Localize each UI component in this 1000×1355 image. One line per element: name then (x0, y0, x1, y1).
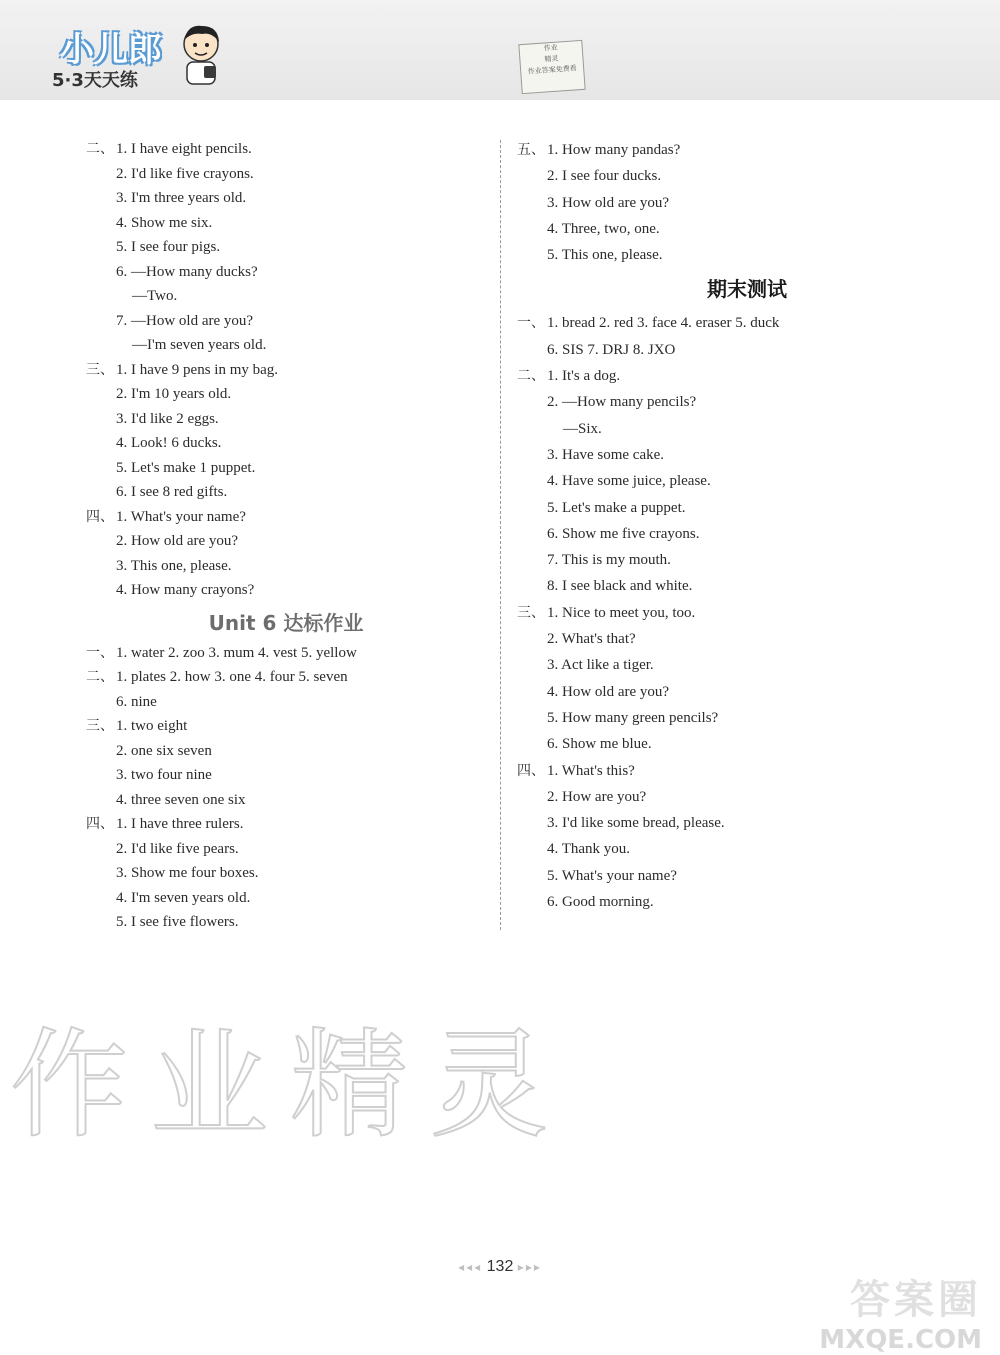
answer-text: 4. How many crayons? (116, 582, 255, 598)
answer-text: 6. —How many ducks? (116, 263, 258, 280)
answer-line (86, 529, 486, 554)
answer-line (517, 389, 977, 415)
answer-line (86, 260, 486, 285)
answer-text: 6. I see 8 red gifts. (116, 484, 228, 500)
question-number: 四、 (517, 762, 545, 779)
question-number: 二、 (86, 669, 114, 685)
answer-line (517, 521, 977, 547)
answer-line (517, 442, 977, 468)
answer-text: 1. two eight (116, 718, 188, 734)
answer-text: 8. I see black and white. (547, 578, 693, 595)
answer-text: 2. How are you? (547, 788, 647, 805)
question-number: 一、 (86, 644, 114, 661)
answer-text: —Two. (132, 288, 178, 304)
answer-line (517, 705, 977, 731)
answer-line (517, 600, 977, 626)
brand-subtitle: 5·3天天练 (52, 70, 138, 91)
answer-line (86, 235, 486, 260)
answer-text: 3. How old are you? (547, 194, 670, 211)
answer-line (517, 363, 977, 389)
answer-line (517, 137, 977, 163)
answer-text: 4. How old are you? (547, 683, 670, 700)
answer-line (86, 431, 486, 456)
answer-line (517, 310, 977, 336)
answer-line (517, 468, 977, 494)
answer-line (517, 626, 977, 652)
answer-line (86, 812, 486, 837)
stamp-line: 作业答案免费看 (527, 64, 577, 76)
answer-text: 1. water 2. zoo 3. mum 4. vest 5. yellow (116, 644, 357, 661)
answer-text: 6. SIS 7. DRJ 8. JXO (547, 341, 676, 358)
answer-text: 7. This is my mouth. (547, 552, 671, 569)
answer-line (517, 163, 977, 189)
answer-line (86, 505, 486, 530)
answer-line (517, 495, 977, 521)
answer-text: 2. What's that? (547, 631, 636, 648)
corner-logo: 答案圈 (850, 1277, 982, 1323)
answer-line (517, 784, 977, 810)
answer-line (86, 714, 486, 739)
answer-line (86, 480, 486, 505)
answer-text: 7. —How old are you? (116, 312, 254, 329)
answer-text: 1. How many pandas? (547, 142, 681, 158)
answer-line (517, 679, 977, 705)
answer-text: 2. I'd like five crayons. (116, 165, 254, 182)
answer-text: 3. This one, please. (116, 557, 232, 574)
mascot-boy-icon (178, 20, 224, 86)
answer-line (86, 358, 486, 383)
page-number: 132 (486, 1258, 514, 1275)
answer-text: 1. I have eight pencils. (116, 141, 252, 157)
answer-line (86, 456, 486, 481)
answer-text: 4. Have some juice, please. (547, 473, 711, 490)
answer-line (86, 407, 486, 432)
answer-text: 5. This one, please. (547, 247, 663, 264)
answer-text: 5. Let's make a puppet. (547, 499, 686, 516)
answer-line (517, 836, 977, 862)
answer-text: 4. Show me six. (116, 214, 213, 231)
stamp-card (518, 40, 585, 94)
answer-line (86, 211, 486, 236)
answer-text: 4. I'm seven years old. (116, 889, 251, 906)
brand-logo: 小儿郎 (60, 30, 162, 70)
answer-text: 5. What's your name? (547, 867, 677, 884)
answer-line (86, 284, 486, 309)
answer-text: 4. Look! 6 ducks. (116, 435, 222, 451)
answer-text: 1. I have 9 pens in my bag. (116, 361, 279, 378)
answer-line (86, 910, 486, 935)
answer-line (86, 861, 486, 886)
answer-line (517, 190, 977, 216)
answer-text: 1. bread 2. red 3. face 4. eraser 5. duck (547, 315, 780, 332)
answer-line (517, 216, 977, 242)
answer-text: —I'm seven years old. (132, 337, 267, 353)
answer-text: 1. plates 2. how 3. one 4. four 5. seven (116, 669, 348, 685)
prev-page-arrows-icon: ◂◂◂ (458, 1260, 483, 1274)
answer-line (86, 382, 486, 407)
question-number: 三、 (86, 718, 114, 734)
answer-line (86, 739, 486, 764)
answer-line (86, 665, 486, 690)
answer-text: 6. nine (116, 693, 157, 710)
next-page-arrows-icon: ▸▸▸ (517, 1260, 542, 1274)
answer-line (517, 547, 977, 573)
answer-line (86, 186, 486, 211)
answer-text: 6. Show me blue. (547, 736, 652, 753)
page-header (0, 0, 1000, 120)
answer-line (517, 758, 977, 784)
question-number: 一、 (517, 315, 545, 332)
answer-text: 5. I see five flowers. (116, 914, 239, 930)
watermark-text: 作业精灵 (10, 1016, 571, 1154)
answer-line (86, 333, 486, 358)
answer-text: 3. Show me four boxes. (116, 865, 259, 881)
question-number: 二、 (86, 141, 114, 157)
stamp-line: 作业 (543, 43, 558, 53)
corner-site: MXQE.COM (819, 1325, 982, 1355)
answer-line (86, 641, 486, 666)
answer-text: 1. It's a dog. (547, 368, 621, 385)
answer-text: 6. Good morning. (547, 894, 654, 911)
answer-line (86, 690, 486, 715)
answer-text: 3. two four nine (116, 767, 212, 783)
answer-text: 5. Let's make 1 puppet. (116, 459, 256, 476)
answer-text: 5. I see four pigs. (116, 239, 221, 255)
answer-line (86, 837, 486, 862)
answer-text: 2. I see four ducks. (547, 168, 662, 185)
answer-line (517, 863, 977, 889)
answer-line (86, 763, 486, 788)
stamp-line: 精灵 (544, 54, 559, 64)
answer-line (517, 337, 977, 363)
answer-text: 2. one six seven (116, 742, 212, 759)
answer-text: 4. Thank you. (547, 841, 631, 858)
answer-text: 1. What's this? (547, 762, 635, 779)
question-number: 三、 (517, 604, 545, 621)
answer-text: 2. I'd like five pears. (116, 840, 239, 857)
answer-line (517, 573, 977, 599)
answer-line (517, 889, 977, 915)
answer-line (517, 652, 977, 678)
answer-column-left (86, 137, 486, 935)
question-number: 三、 (86, 361, 114, 378)
answer-text: 4. three seven one six (116, 791, 246, 808)
answer-text: 2. —How many pencils? (547, 394, 697, 411)
answer-text: 3. I'm three years old. (116, 190, 247, 206)
answer-text: 3. I'd like some bread, please. (547, 815, 725, 832)
answer-line (86, 554, 486, 579)
section-title: Unit 6 达标作业 (208, 610, 364, 635)
answer-line (517, 810, 977, 836)
question-number: 四、 (86, 508, 114, 525)
answer-text: 1. Nice to meet you, too. (547, 604, 696, 621)
answer-text: 3. Have some cake. (547, 446, 665, 463)
answer-text: 2. How old are you? (116, 533, 239, 549)
answer-text: —Six. (563, 420, 602, 437)
answer-text: 3. I'd like 2 eggs. (116, 410, 219, 427)
answer-text: 1. I have three rulers. (116, 816, 244, 832)
answer-line (517, 731, 977, 757)
section-title: 期末测试 (707, 277, 787, 302)
answer-line (86, 886, 486, 911)
question-number: 四、 (86, 816, 114, 832)
question-number: 二、 (517, 368, 545, 385)
question-number: 五、 (517, 142, 545, 158)
answer-line (86, 309, 486, 334)
answer-line (86, 137, 486, 162)
answer-line (86, 578, 486, 603)
answer-line (517, 416, 977, 442)
corner-watermark (819, 1268, 982, 1355)
answer-column-right (517, 137, 977, 915)
answer-line (517, 242, 977, 268)
answer-text: 5. How many green pencils? (547, 709, 719, 726)
answer-line (86, 162, 486, 187)
answer-line (86, 788, 486, 813)
answer-text: 1. What's your name? (116, 508, 246, 525)
answer-text: 4. Three, two, one. (547, 220, 660, 237)
answer-text: 2. I'm 10 years old. (116, 386, 232, 402)
column-divider (500, 140, 501, 930)
answer-text: 3. Act like a tiger. (547, 657, 654, 674)
answer-text: 6. Show me five crayons. (547, 525, 700, 542)
